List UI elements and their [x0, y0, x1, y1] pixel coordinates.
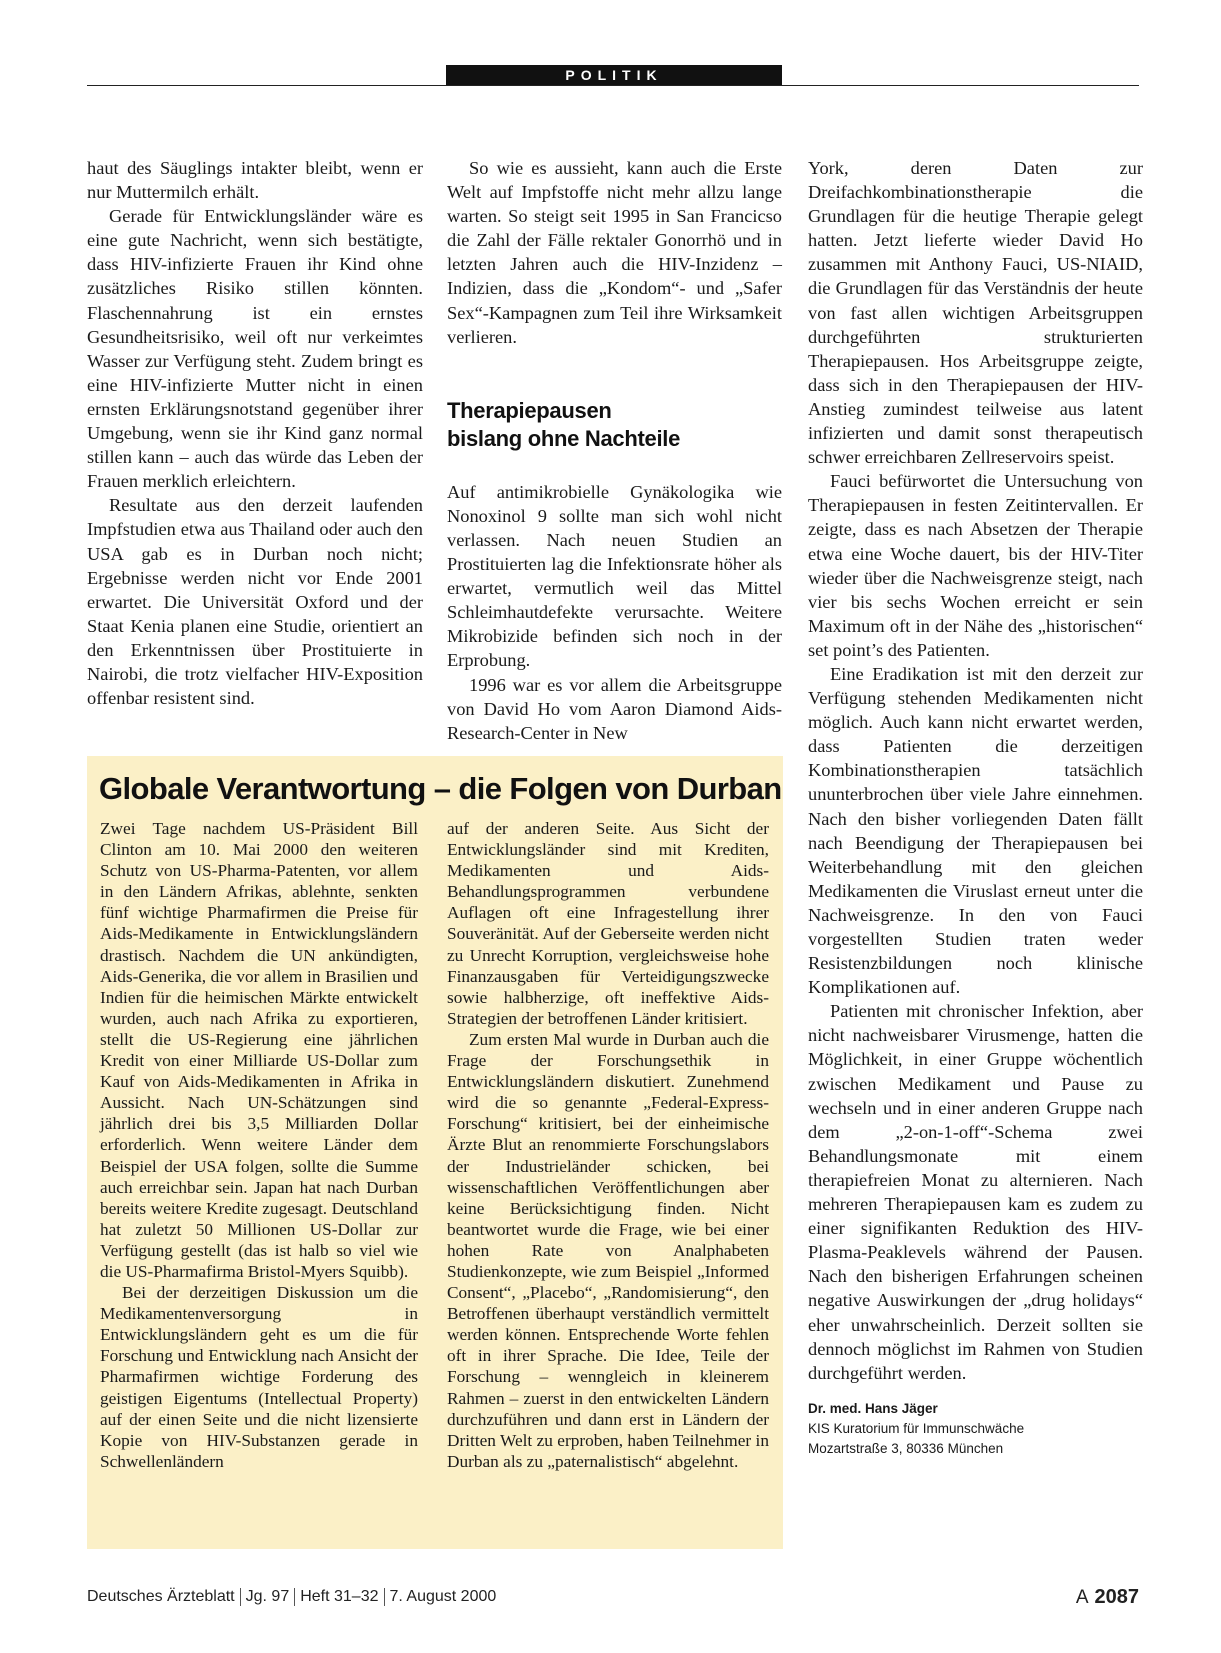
paragraph: Resultate aus den derzeit laufenden Impfstudien etwa aus Thailand oder auch den USA gab es in Durban noch nicht; Ergebnisse werden nicht vor Ende 2001 erwartet. Die Universität Oxford und der Staat Kenia planen eine Studie, orientiert an den Erkenntnissen über Prostituierte in Nairobi, die trotz vielfacher HIV-Exposition offenbar resistent sind.: [87, 495, 423, 709]
info-box-column-2: [447, 818, 769, 1472]
paragraph: Gerade für Entwicklungsländer wäre es eine gute Nachricht, wenn sich bestätigte, dass HIV-infizierte Frauen ihr Kind ohne zusätzliches Risiko stillen könnten. Flaschennahrung ist ein ernstes Gesundheitsrisiko, weil oft nur verkeimtes Wasser zur Verfügung steht. Zudem bringt es eine HIV-infizierte Mutter nicht in einen ernsten Erklärungsnotstand gegenüber ihrer Umgebung, wenn sie ihr Kind ganz normal stillen kann – auch das würde das Leben der Frauen merklich erleichtern.: [87, 206, 423, 492]
paragraph: So wie es aussieht, kann auch die Erste Welt auf Impfstoffe nicht mehr allzu lange warten. So steigt seit 1995 in San Francicso die Zahl der Fälle rektaler Gonorrhö und in letzten Jahren auch die HIV-Inzidenz – Indizien, dass die „Kondom“- und „Safer Sex“-Kampagnen zum Teil ihre Wirksamkeit verlieren.: [447, 158, 782, 347]
paragraph: Eine Eradikation ist mit den derzeit zur Verfügung stehenden Medikamenten nicht möglich. Auch kann nicht erwartet werden, dass Patienten die derzeitigen Kombinationstherapien tatsächlich ununterbrochen über viele Jahre einnehmen. Nach den bisher vorliegenden Daten fällt nach Beendigung der Therapiepausen bei Weiterbehandlung mit den gleichen Medikamenten die Viruslast erneut unter die Nachweisgrenze. In den von Fauci vorgestellten Studien traten weder Resistenzbildungen noch klinische Komplikationen auf.: [808, 663, 1143, 998]
paragraph: Patienten mit chronischer Infektion, aber nicht nachweisbarer Virusmenge, hatten die Möglichkeit, in einer Gruppe wöchentlich zwischen Medikament und Pause zu wechseln und in einer anderen Gruppe nach dem „2-on-1-off“-Schema zwei Behandlungsmonate mit einem therapiefreien Monat zu alternieren. Nach mehreren Therapiepausen kam es zudem zu einer signifikanten Reduktion des HIV-Plasma-Peaklevels während der Pausen. Nach den bisherigen Erfahrungen scheinen negative Auswirkungen der „drug holidays“ eher unwahrscheinlich. Derzeit sollten sie dennoch möglichst im Rahmen von Studien durchgeführt werden.: [808, 1001, 1143, 1383]
divider: [294, 1588, 295, 1606]
paragraph: Zwei Tage nachdem US-Präsident Bill Clinton am 10. Mai 2000 den weiteren Schutz von US-Pharma-Patenten, vor allem in den Ländern Afrikas, ablehnte, senkten fünf wichtige Pharmafirmen die Preise für Aids-Medikamente in Entwicklungsländern drastisch. Nachdem die UN ankündigten, Aids-Generika, die vor allem in Brasilien und Indien für die heimischen Märkte entwickelt wurden, auch nach Afrika zu exportieren, stellt die US-Regierung eine jährlichen Kredit von einer Milliarde US-Dollar zum Kauf von Aids-Medikamenten in Afrika in Aussicht. Nach UN-Schätzungen sind jährlich drei bis 3,5 Milliarden Dollar erforderlich. Wenn weitere Länder dem Beispiel der USA folgen, sollte die Summe auch erreichbar sein. Japan hat nach Durban bereits weitere Kredite zugesagt. Deutschland hat zuletzt 50 Millionen US-Dollar zur Verfügung gestellt (das ist halb so viel wie die US-Pharmafirma Bristol-Myers Squibb).: [100, 819, 418, 1281]
paragraph: haut des Säuglings intakter bleibt, wenn er nur Muttermilch erhält.: [87, 158, 423, 203]
author-address: Mozartstraße 3, 80336 München: [808, 1440, 1004, 1456]
section-label: POLITIK: [446, 65, 782, 85]
article-column-1: [87, 156, 423, 710]
paragraph: 1996 war es vor allem die Arbeitsgruppe von David Ho vom Aaron Diamond Aids-Research-Center in New: [447, 674, 782, 743]
header-rule: [87, 85, 1139, 86]
subheading-line-2: bislang ohne Nachteile: [447, 425, 681, 451]
divider: [240, 1588, 241, 1606]
info-box: [87, 756, 783, 1549]
paragraph: York, deren Daten zur Dreifachkombinationstherapie die Grundlagen für die heutige Therapie gelegt hatten. Jetzt lieferte wieder David Ho zusammen mit Anthony Fauci, US-NIAID, die Grundlagen für das Verständnis der heute von fast allen wichtigen Arbeitsgruppen durchgeführten strukturierten Therapiepausen. Hos Arbeitsgruppe zeigte, dass sich in den Therapiepausen der HIV-Anstieg zumindest teilweise aus latent infizierten und damit sonst therapeutisch schwer erreichbaren Zellreservoirs speist.: [808, 158, 1143, 468]
divider: [384, 1588, 385, 1606]
paragraph: Fauci befürwortet die Untersuchung von Therapiepausen in festen Zeitintervallen. Er zeigte, dass es nach Absetzen der Therapie etwa eine Woche dauert, bis der HIV-Titer wieder über die Nachweisgrenze steigt, nach vier bis sechs Wochen erreicht er sein Maximum oft in der Nähe des „historischen“ set point’s des Patienten.: [808, 471, 1143, 660]
author-affiliation: KIS Kuratorium für Immunschwäche: [808, 1420, 1025, 1436]
page-number-value: 2087: [1094, 1586, 1139, 1608]
author-name: Dr. med. Hans Jäger: [808, 1400, 938, 1416]
volume: Jg. 97: [245, 1588, 290, 1605]
subheading: [447, 397, 782, 453]
journal-name: Deutsches Ärzteblatt: [87, 1588, 235, 1605]
article-column-3: [808, 156, 1143, 1459]
paragraph: auf der anderen Seite. Aus Sicht der Entwicklungsländer sind mit Krediten, Medikamenten und Aids-Behandlungsprogrammen verbundene Auflagen oft eine Infragestellung ihrer Souveränität. Auf der Geberseite werden nicht zu Unrecht Korruption, vergleichsweise hohe Finanzausgaben für Verteidigungszwecke sowie halbherzige, oft ineffektive Aids-Strategien der betroffenen Länder kritisiert.: [447, 819, 769, 1028]
info-box-title: Globale Verantwortung – die Folgen von Durban: [99, 771, 782, 806]
issue: Heft 31–32: [300, 1588, 379, 1605]
paragraph: Auf antimikrobielle Gynäkologika wie Nonoxinol 9 sollte man sich wohl nicht verlassen. Nach neuen Studien an Prostituierten lag die Infektionsrate höher als erwartet, vermutlich weil das Mittel Schleimhautdefekte verursachte. Weitere Mikrobizide befinden sich noch in der Erprobung.: [447, 481, 782, 671]
paragraph: Zum ersten Mal wurde in Durban auch die Frage der Forschungsethik in Entwicklungsländern diskutiert. Zunehmend wird die so genannte „Federal-Express-Forschung“ kritisiert, bei der einheimische Ärzte Blut an renommierte Forschungslabors der Industrieländer schicken, bei wissenschaftlichen Veröffentlichungen aber keine Berücksichtigung finden. Nicht beantwortet wurde die Frage, wie bei einer hohen Rate von Analphabeten Studienkonzepte, wie zum Beispiel „Informed Consent“, „Placebo“, „Randomisierung“, den Betroffenen überhaupt verständlich vermittelt werden können. Entsprechende Worte fehlen oft in ihrer Sprache. Die Idee, Teile der Forschung – wenngleich in kleinerem Rahmen – zuerst in den entwickelten Ländern durchzuführen und dann erst in Ländern der Dritten Welt zu erproben, haben Teilnehmer in Durban als zu „paternalistisch“ abgelehnt.: [447, 1029, 769, 1471]
info-box-column-1: [100, 818, 418, 1472]
paragraph: Bei der derzeitigen Diskussion um die Medikamentenversorgung in Entwicklungsländern geht es um die für Forschung und Entwicklung nach Ansicht der Pharmafirmen wichtige Forderung des geistigen Eigentums (Intellectual Property) auf der einen Seite und die nicht lizensierte Kopie von HIV-Substanzen gerade in Schwellenländern: [100, 1283, 418, 1471]
page-footer: [87, 1585, 1139, 1609]
subheading-line-1: Therapiepausen: [447, 397, 612, 423]
article-column-2: [447, 156, 782, 745]
author-signature: [808, 1399, 1143, 1459]
page-prefix: A: [1075, 1587, 1089, 1608]
issue-date: 7. August 2000: [389, 1588, 497, 1605]
page-number: [1076, 1585, 1139, 1611]
